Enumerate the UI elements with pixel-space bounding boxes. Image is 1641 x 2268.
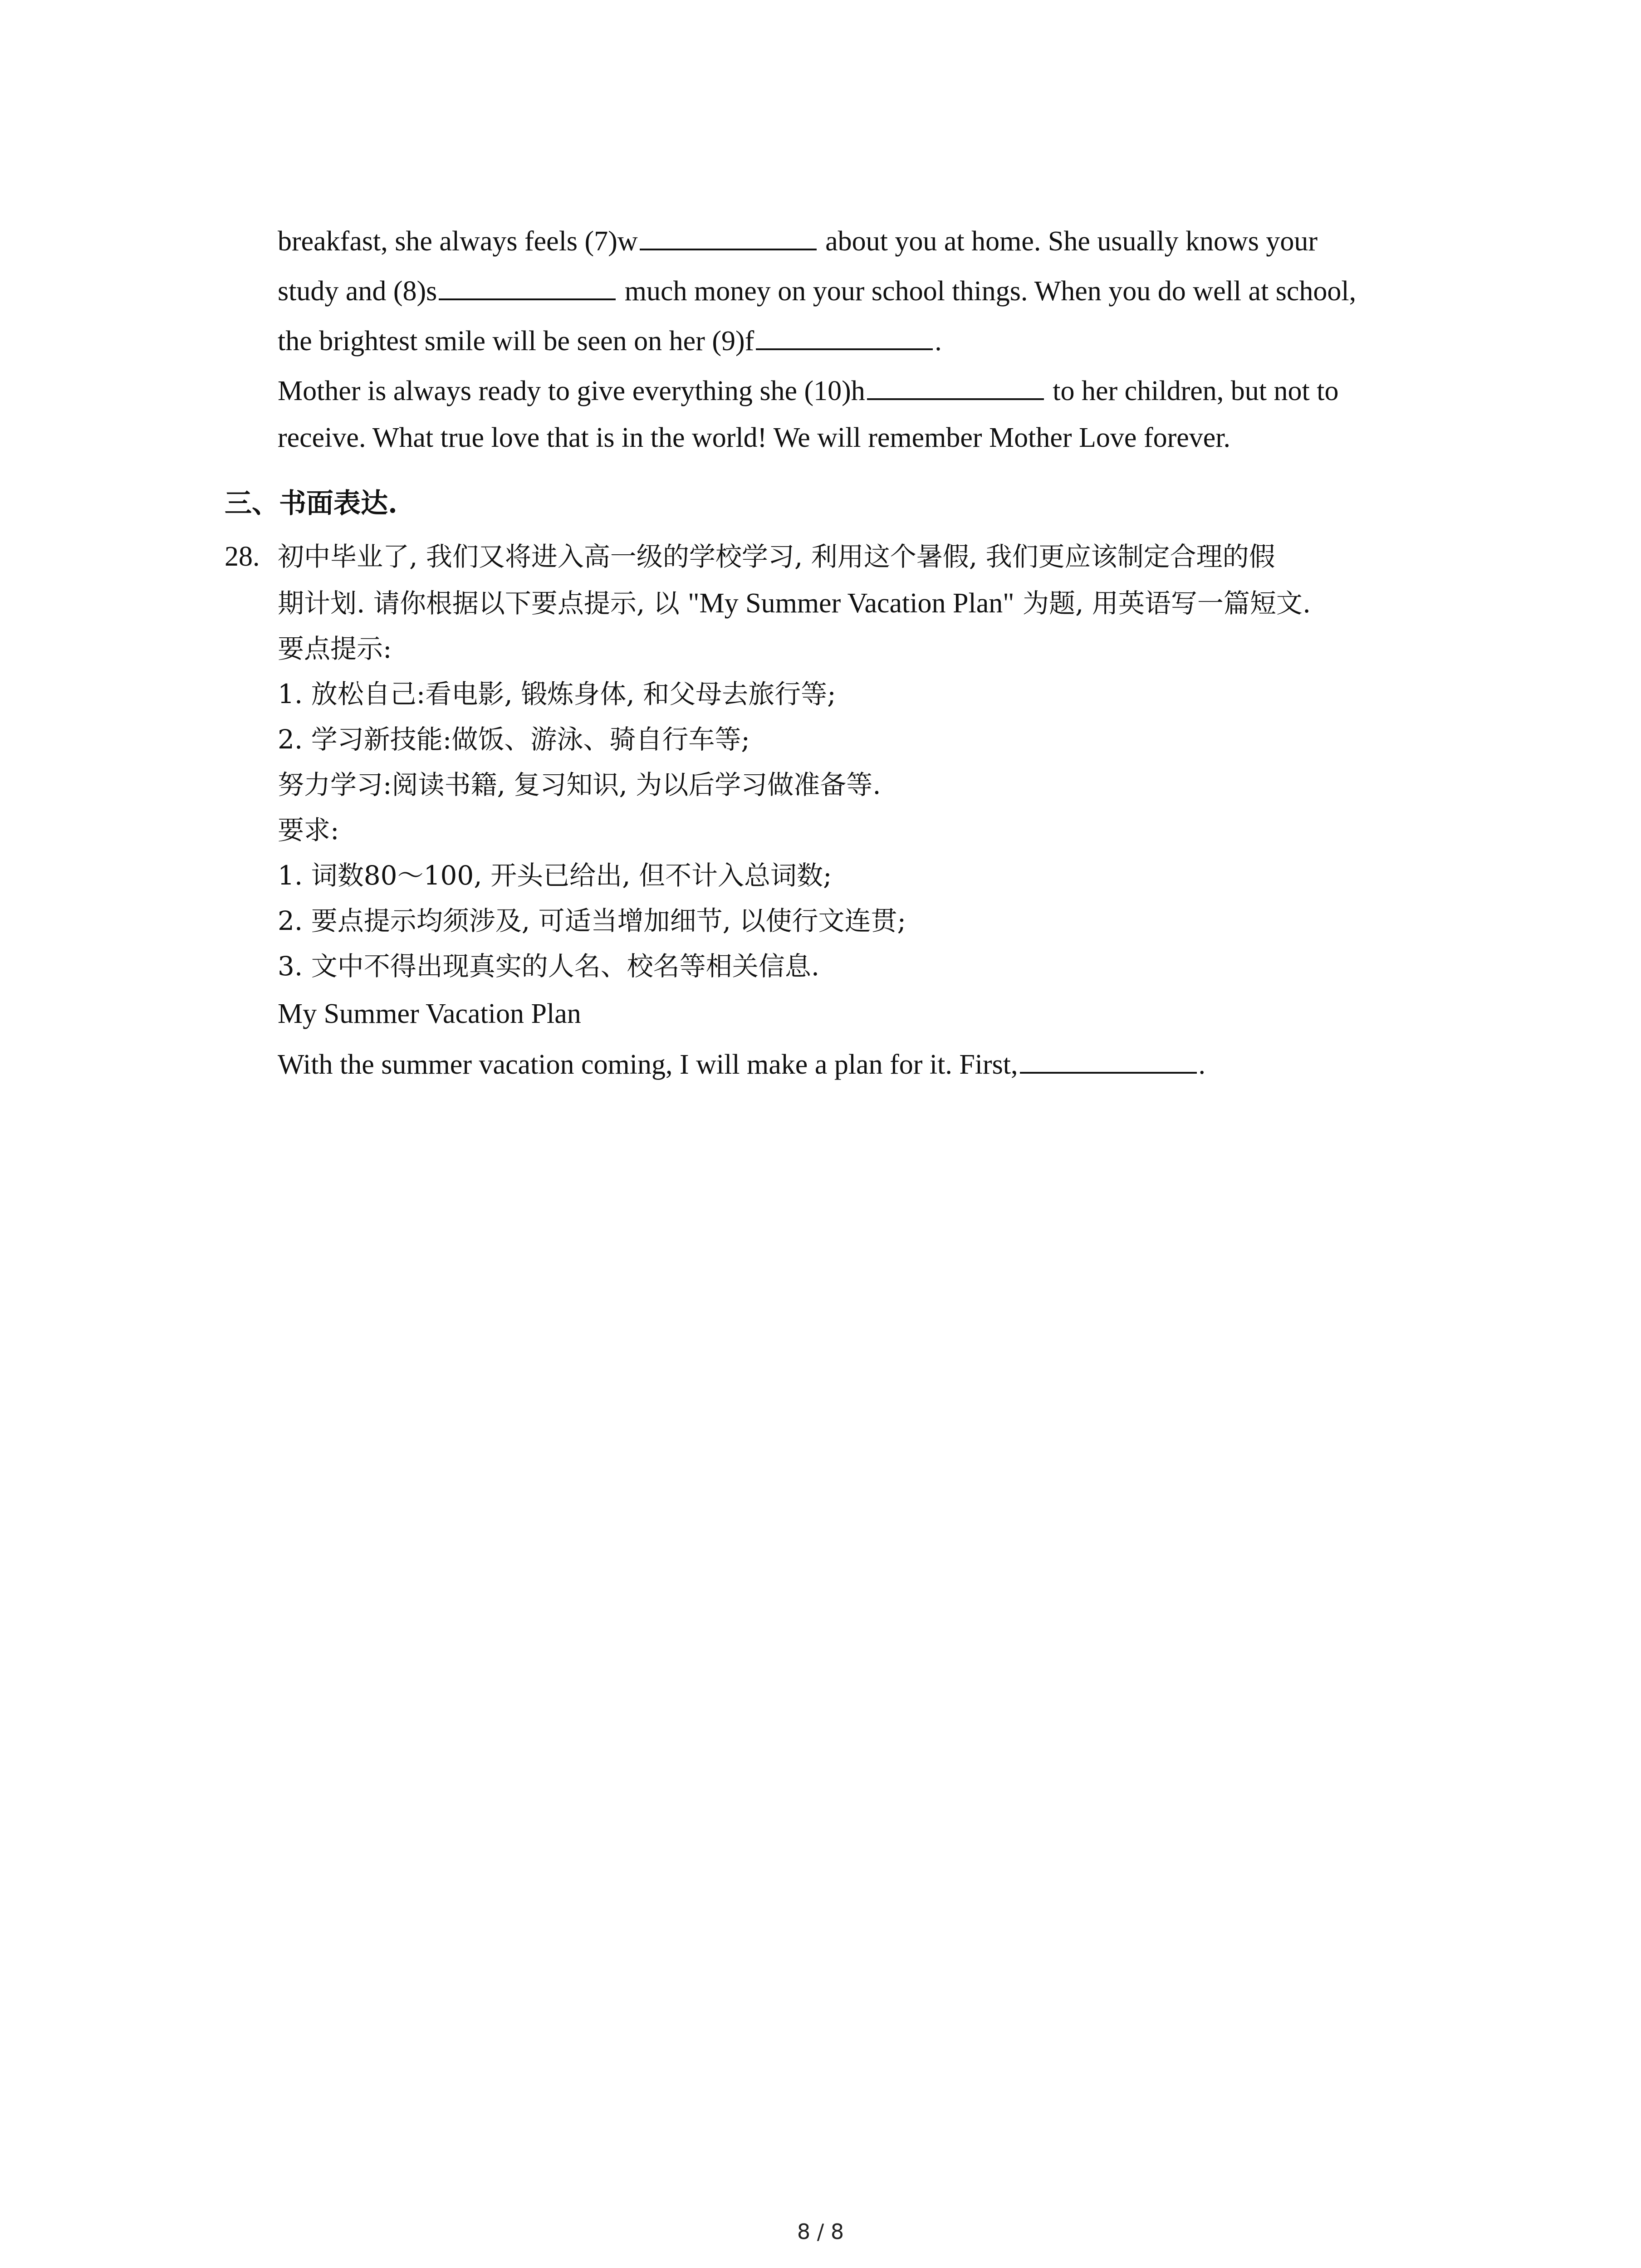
question-text: 初中毕业了, 我们又将进入高一级的学校学习, 利用这个暑假, 我们更应该制定合理的假 — [278, 541, 1275, 572]
question-line-1 — [278, 538, 1275, 575]
passage-text: about you at home. She usually knows your — [818, 226, 1318, 257]
blank-10[interactable] — [867, 372, 1044, 400]
question-number: 28. — [225, 541, 260, 572]
requirement-3: 3. 文中不得出现真实的人名、校名等相关信息. — [278, 951, 820, 982]
passage-line-5 — [278, 420, 1230, 456]
hints-title: 要点提示: — [278, 633, 392, 664]
passage-text: receive. What true love that is in the world! We will remember Mother Love forever. — [278, 422, 1230, 453]
hint-1: 1. 放松自己:看电影, 锻炼身体, 和父母去旅行等; — [278, 679, 836, 709]
hint-2: 2. 学习新技能:做饭、游泳、骑自行车等; — [278, 724, 750, 755]
page-number: 8 / 8 — [797, 2219, 844, 2244]
passage-text: to her children, but not to — [1045, 376, 1339, 406]
essay-title: My Summer Vacation Plan — [278, 998, 581, 1029]
passage-text: . — [935, 326, 942, 357]
question-line-2 — [278, 585, 1311, 621]
hint-3: 努力学习:阅读书籍, 复习知识, 为以后学习做准备等. — [278, 769, 881, 800]
question-text: 为题, 用英语写一篇短文. — [1014, 588, 1311, 619]
passage-line-2 — [278, 272, 1356, 309]
question-title-quote: "My Summer Vacation Plan" — [688, 588, 1014, 619]
blank-7[interactable] — [640, 222, 817, 250]
essay-blank[interactable] — [1020, 1046, 1197, 1074]
blank-8[interactable] — [439, 272, 616, 300]
passage-text: study and (8)s — [278, 276, 437, 307]
passage-line-3 — [278, 322, 942, 359]
essay-start-text: With the summer vacation coming, I will make a plan for it. First, — [278, 1049, 1018, 1080]
question-text: 期计划. 请你根据以下要点提示, 以 — [278, 588, 688, 619]
passage-text: much money on your school things. When you do well at school, — [617, 276, 1357, 307]
passage-text: the brightest smile will be seen on her (9)f — [278, 326, 754, 357]
passage-line-1 — [278, 222, 1318, 259]
essay-start — [278, 1046, 1205, 1083]
section-title: 三、书面表达. — [225, 488, 397, 519]
essay-start-end: . — [1198, 1049, 1206, 1080]
requirements-title: 要求: — [278, 815, 339, 846]
requirement-2: 2. 要点提示均须涉及, 可适当增加细节, 以使行文连贯; — [278, 905, 906, 936]
passage-text: Mother is always ready to give everything she (10)h — [278, 376, 865, 406]
passage-line-4 — [278, 372, 1338, 409]
blank-9[interactable] — [756, 322, 933, 350]
requirement-1: 1. 词数80～100, 开头已给出, 但不计入总词数; — [278, 860, 832, 891]
passage-text: breakfast, she always feels (7)w — [278, 226, 638, 257]
